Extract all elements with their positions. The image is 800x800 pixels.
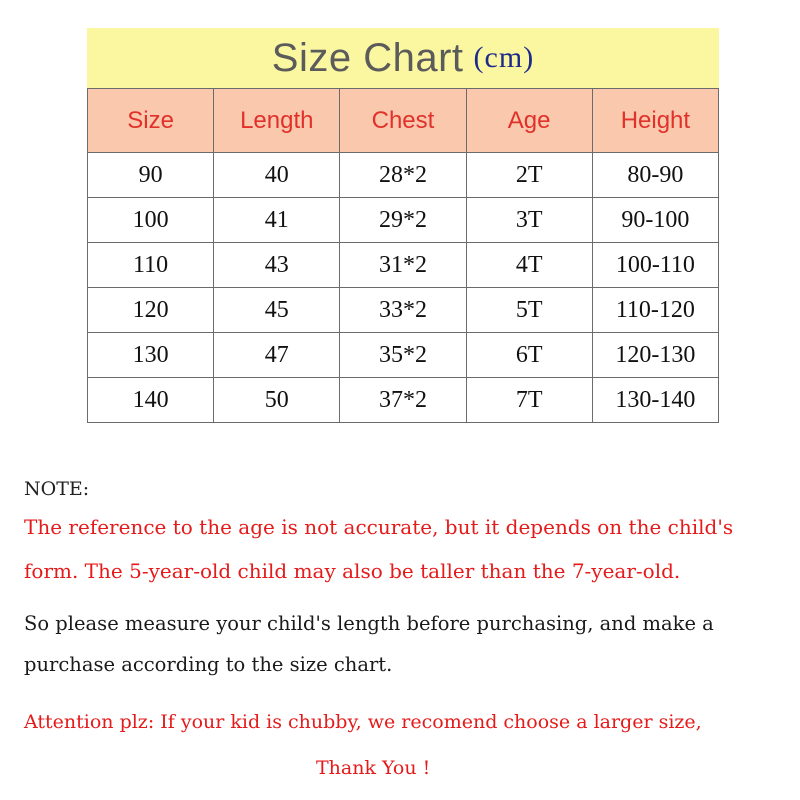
- chart-unit: (cm): [473, 41, 535, 74]
- age-warning-line-2: form. The 5-year-old child may also be taller than the 7-year-old.: [24, 559, 681, 583]
- table-row: [88, 243, 719, 288]
- header-size: Size: [88, 89, 214, 153]
- attention-note: Attention plz: If your kid is chubby, we recomend choose a larger size,: [24, 711, 702, 733]
- measure-advice-line-2: purchase according to the size chart.: [24, 653, 393, 676]
- cell-height: 110-120: [592, 288, 718, 333]
- cell-size: 140: [88, 378, 214, 423]
- table-header-row: [88, 89, 719, 153]
- table-row: [88, 288, 719, 333]
- cell-chest: 31*2: [340, 243, 466, 288]
- cell-height: 80-90: [592, 153, 718, 198]
- note-heading: NOTE:: [24, 478, 90, 500]
- header-length: Length: [214, 89, 340, 153]
- cell-size: 130: [88, 333, 214, 378]
- cell-size: 90: [88, 153, 214, 198]
- cell-chest: 28*2: [340, 153, 466, 198]
- table-row: [88, 153, 719, 198]
- measure-advice-line-1: So please measure your child's length before purchasing, and make a: [24, 612, 714, 635]
- cell-chest: 35*2: [340, 333, 466, 378]
- cell-age: 7T: [466, 378, 592, 423]
- thank-you-note: Thank You !: [316, 757, 431, 779]
- cell-age: 3T: [466, 198, 592, 243]
- cell-size: 100: [88, 198, 214, 243]
- cell-length: 50: [214, 378, 340, 423]
- cell-age: 2T: [466, 153, 592, 198]
- cell-height: 100-110: [592, 243, 718, 288]
- cell-age: 5T: [466, 288, 592, 333]
- cell-height: 90-100: [592, 198, 718, 243]
- table-row: [88, 378, 719, 423]
- cell-age: 6T: [466, 333, 592, 378]
- chart-title-bar: [87, 28, 719, 88]
- header-height: Height: [592, 89, 718, 153]
- table-row: [88, 198, 719, 243]
- cell-length: 41: [214, 198, 340, 243]
- cell-length: 43: [214, 243, 340, 288]
- cell-chest: 33*2: [340, 288, 466, 333]
- cell-chest: 29*2: [340, 198, 466, 243]
- cell-size: 120: [88, 288, 214, 333]
- cell-length: 40: [214, 153, 340, 198]
- header-age: Age: [466, 89, 592, 153]
- chart-title: Size Chart: [271, 35, 464, 80]
- cell-chest: 37*2: [340, 378, 466, 423]
- age-warning-line-1: The reference to the age is not accurate, but it depends on the child's: [24, 515, 734, 539]
- header-chest: Chest: [340, 89, 466, 153]
- cell-size: 110: [88, 243, 214, 288]
- table-row: [88, 333, 719, 378]
- cell-length: 47: [214, 333, 340, 378]
- cell-age: 4T: [466, 243, 592, 288]
- cell-height: 130-140: [592, 378, 718, 423]
- cell-height: 120-130: [592, 333, 718, 378]
- size-table: [87, 88, 719, 423]
- cell-length: 45: [214, 288, 340, 333]
